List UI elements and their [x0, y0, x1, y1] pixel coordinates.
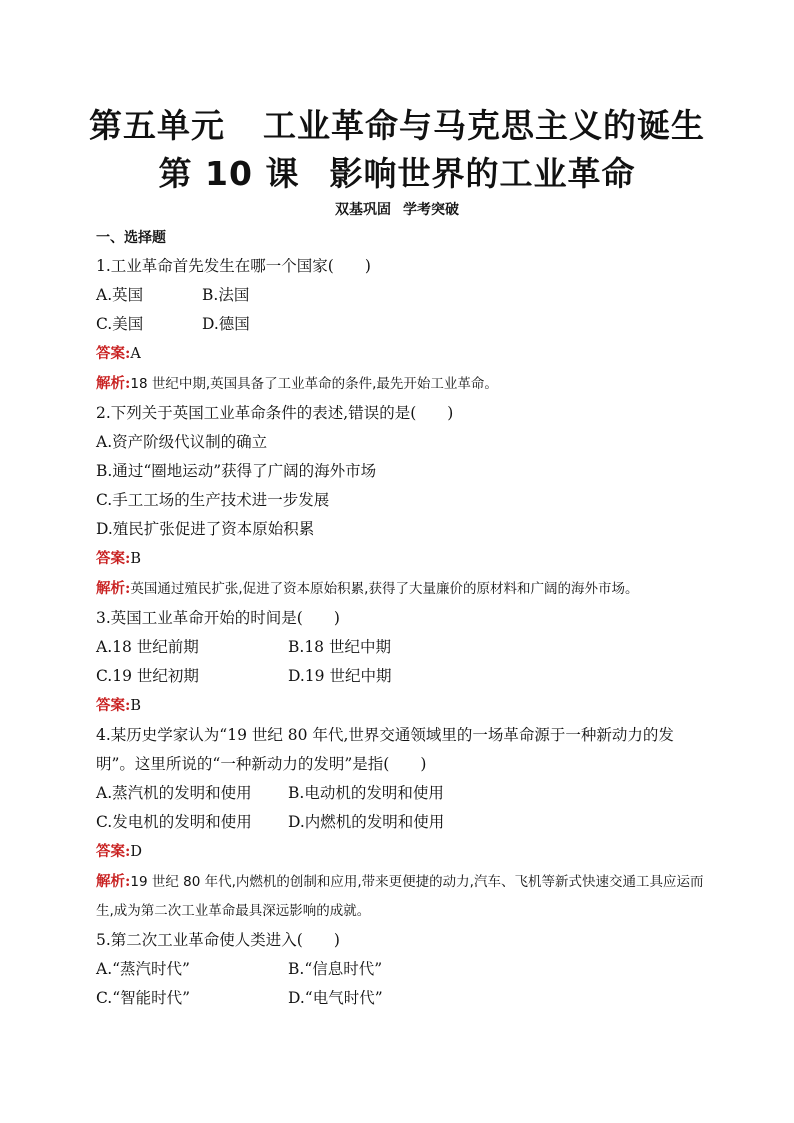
explanation-line [96, 867, 706, 926]
explanation-text: 18 世纪中期,英国具备了工业革命的条件,最先开始工业革命。 [130, 376, 498, 392]
option-b: B.电动机的发明和使用 [288, 784, 444, 802]
option-c: C.手工工场的生产技术进一步发展 [96, 491, 330, 509]
option-b: B.“信息时代” [288, 960, 383, 978]
answer-label: 答案: [96, 697, 131, 714]
option-b: B.18 世纪中期 [288, 638, 391, 656]
answer-line [96, 837, 706, 867]
option-d: D.殖民扩张促进了资本原始积累 [96, 520, 315, 538]
option-a: A.英国 [96, 286, 144, 304]
question-list [96, 226, 706, 1013]
explanation-label: 解析: [96, 580, 131, 597]
explanation-line [96, 369, 706, 399]
option-b: B.法国 [202, 286, 250, 304]
option-row [96, 808, 706, 837]
answer-value: B [130, 551, 142, 567]
option-row [96, 310, 706, 339]
lesson-name: 影响世界的工业革命 [329, 154, 636, 193]
question-stem: 3.英国工业革命开始的时间是( ) [96, 609, 340, 627]
option-row [96, 779, 706, 808]
explanation-text: 19 世纪 80 年代,内燃机的创制和应用,带来更便捷的动力,汽车、飞机等新式快速交通工具应运而生,成为第二次工业革命最具深远影响的成就。 [96, 874, 704, 919]
answer-value: D [130, 844, 142, 860]
option-row [96, 984, 706, 1013]
answer-line [96, 544, 706, 574]
option-d: D.“电气时代” [288, 989, 383, 1007]
explanation-label: 解析: [96, 873, 131, 890]
option-b: B.通过“圈地运动”获得了广阔的海外市场 [96, 462, 377, 480]
option-row [96, 633, 706, 662]
answer-value: A [130, 346, 141, 362]
question-stem: 4.某历史学家认为“19 世纪 80 年代,世界交通领域里的一场革命源于一种新动力的发明”。这里所说的“一种新动力的发明”是指( ) [96, 726, 674, 773]
lesson-title [0, 148, 794, 195]
unit-name: 工业革命与马克思主义的诞生 [263, 106, 705, 145]
question-stem: 1.工业革命首先发生在哪一个国家( ) [96, 257, 371, 275]
explanation-text: 英国通过殖民扩张,促进了资本原始积累,获得了大量廉价的原材料和广阔的海外市场。 [130, 581, 639, 597]
question-stem: 2.下列关于英国工业革命条件的表述,错误的是( ) [96, 404, 454, 422]
section-heading: 一、选择题 [96, 230, 166, 246]
option-a: A.资产阶级代议制的确立 [96, 433, 268, 451]
question-stem: 5.第二次工业革命使人类进入( ) [96, 931, 340, 949]
section-subtitle: 双基巩固 学考突破 [335, 202, 459, 218]
answer-label: 答案: [96, 843, 131, 860]
answer-line [96, 691, 706, 721]
option-a: A.18 世纪前期 [96, 638, 199, 656]
option-c: C.19 世纪初期 [96, 667, 199, 685]
answer-label: 答案: [96, 345, 131, 362]
option-c: C.“智能时代” [96, 989, 191, 1007]
answer-line [96, 339, 706, 369]
option-d: D.内燃机的发明和使用 [288, 813, 445, 831]
unit-title [0, 100, 794, 147]
unit-number: 第五单元 [89, 106, 225, 145]
answer-value: B [130, 698, 142, 714]
option-a: A.蒸汽机的发明和使用 [96, 784, 252, 802]
option-d: D.19 世纪中期 [288, 667, 392, 685]
option-c: C.美国 [96, 315, 144, 333]
lesson-number: 第 10 课 [158, 154, 300, 193]
answer-label: 答案: [96, 550, 131, 567]
explanation-label: 解析: [96, 375, 131, 392]
option-row [96, 955, 706, 984]
option-row [96, 662, 706, 691]
explanation-line [96, 574, 706, 604]
option-d: D.德国 [202, 315, 250, 333]
option-c: C.发电机的发明和使用 [96, 813, 252, 831]
option-a: A.“蒸汽时代” [96, 960, 190, 978]
option-row [96, 281, 706, 310]
